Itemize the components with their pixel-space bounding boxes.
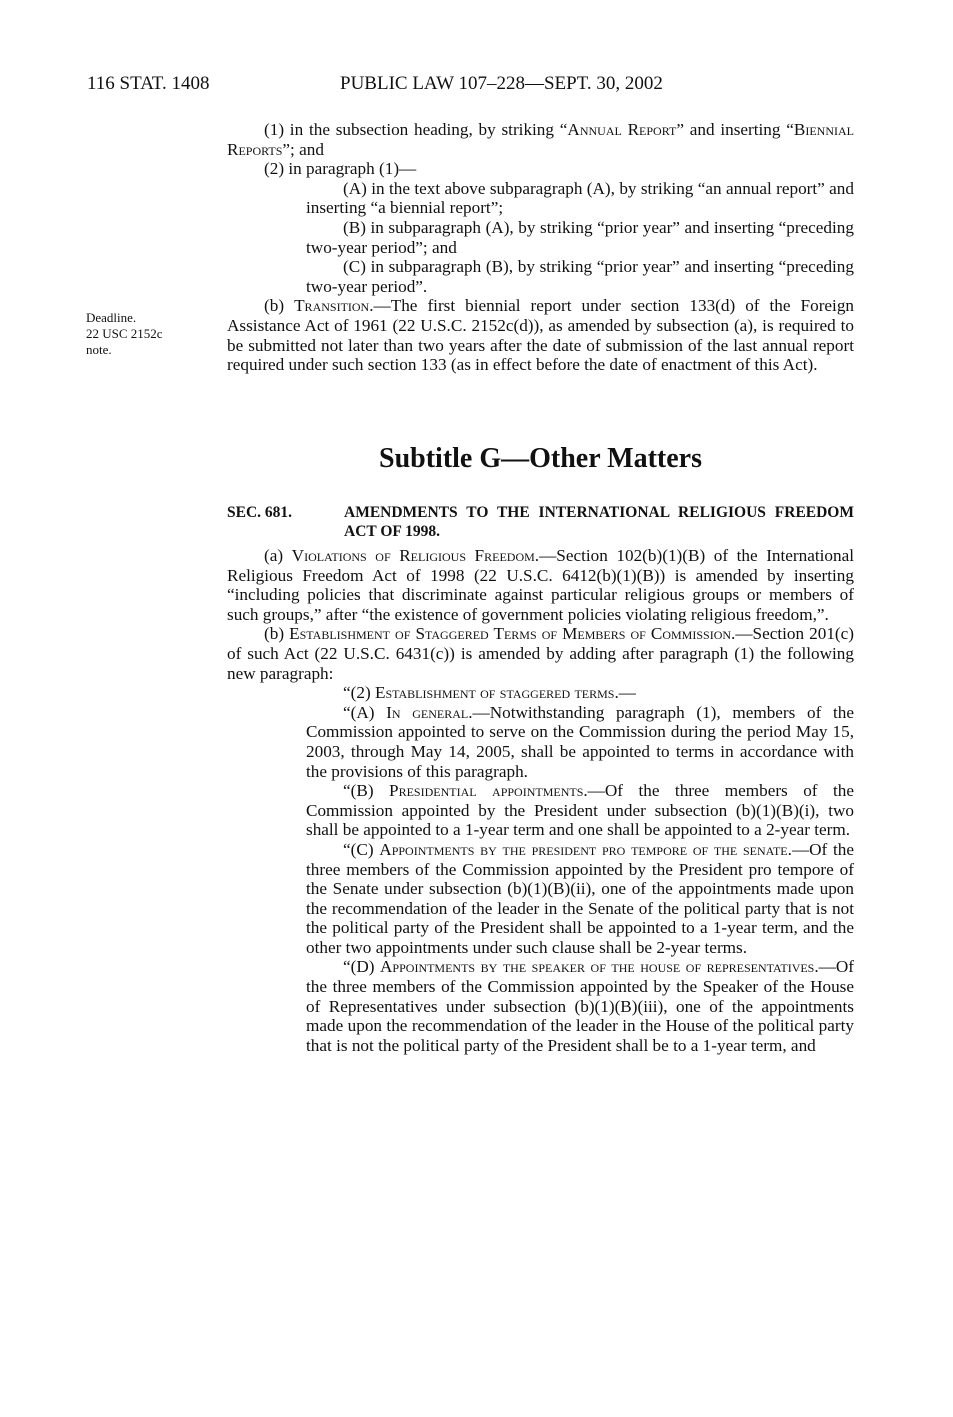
- subsection-b: (b) Establishment of Staggered Terms of Members of Commission.—Section 201(c) of such Act (22 U.S.C. 6431(c)) is amended by adding after paragraph (1) the following new paragraph:: [227, 624, 854, 683]
- section-number: SEC. 681.: [227, 504, 293, 521]
- page-header: [0, 73, 953, 99]
- stat-page-number: 116 STAT. 1408: [87, 73, 210, 94]
- section-body: [227, 546, 854, 1055]
- quoted-subparagraph-d: “(D) Appointments by the speaker of the house of representatives.—Of the three members of the Commission appointed by the Speaker of the House of Representatives under subsection (b)(1)(B)(iii), one of the appointments made upon the recommendation of the leader in the House of the political party that is not the political party of the President shall be to a 1-year term, and: [306, 957, 854, 1055]
- subparagraph-c: (C) in subparagraph (B), by striking “prior year” and inserting “preceding two-year period”.: [306, 257, 854, 296]
- section-title: AMENDMENTS TO THE INTERNATIONAL RELIGIOUS FREEDOM ACT OF 1998.: [344, 504, 854, 540]
- subtitle-heading: Subtitle G—Other Matters: [379, 443, 702, 474]
- paragraph-1: (1) in the subsection heading, by striking “Annual Report” and inserting “Biennial Reports”; and: [227, 120, 854, 159]
- top-text-block: [227, 120, 854, 375]
- subsection-b-transition: (b) Transition.—The first biennial report under section 133(d) of the Foreign Assistance Act of 1961 (22 U.S.C. 2152c(d)), as amended by subsection (a), is required to be submitted not later than two years after the date of submission of the last annual report required under such section 133 (as in effect before the date of enactment of this Act).: [227, 296, 855, 375]
- quoted-subparagraph-c: “(C) Appointments by the president pro tempore of the senate.—Of the three members of the Commission appointed by the President pro tempore of the Senate under subsection (b)(1)(B)(ii), one of the appointments made upon the recommendation of the leader in the Senate of the political party that is not the political party of the President shall be appointed to a 1-year term, and the other two appointments under such clause shall be 2-year terms.: [306, 839, 854, 957]
- subparagraph-b: (B) in subparagraph (A), by striking “prior year” and inserting “preceding two-year period”; and: [306, 217, 854, 257]
- margin-note: [86, 310, 206, 358]
- quoted-subparagraph-b: “(B) Presidential appointments.—Of the three members of the Commission appointed by the President under subsection (b)(1)(B)(i), two shall be appointed to a 1-year term and one shall be appointed to a 2-year term.: [306, 781, 854, 840]
- quoted-subparagraph-a: “(A) In general.—Notwithstanding paragraph (1), members of the Commission appointed to serve on the Commission during the period May 15, 2003, through May 14, 2005, shall be appointed to terms in accordance with the provisions of this paragraph.: [306, 702, 854, 781]
- margin-note-usc: 22 USC 2152c: [86, 326, 163, 341]
- section-heading: [227, 503, 854, 541]
- paragraph-2: (2) in paragraph (1)—: [264, 159, 417, 179]
- margin-note-note: note.: [86, 342, 112, 357]
- public-law-citation: PUBLIC LAW 107–228—SEPT. 30, 2002: [340, 73, 663, 94]
- subparagraph-a: (A) in the text above subparagraph (A), by striking “an annual report” and inserting “a biennial report”;: [306, 178, 854, 218]
- margin-note-deadline: Deadline.: [86, 310, 137, 325]
- subsection-a: (a) Violations of Religious Freedom.—Section 102(b)(1)(B) of the International Religious Freedom Act of 1998 (22 U.S.C. 6412(b)(1)(B)) is amended by inserting “including policies that discriminate against particular religious groups or members of such groups,” after “the existence of government policies violating religious freedom,”.: [227, 546, 855, 624]
- quoted-paragraph-2: “(2) Establishment of staggered terms.—: [343, 683, 636, 703]
